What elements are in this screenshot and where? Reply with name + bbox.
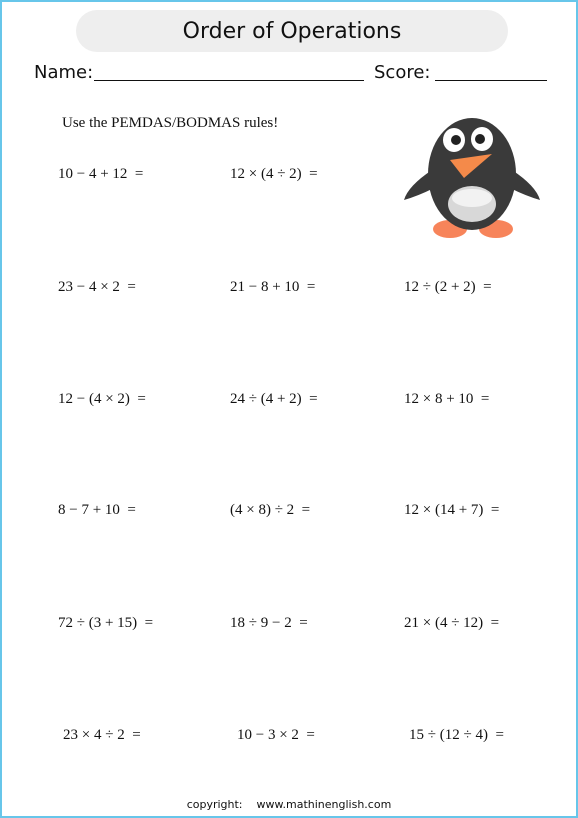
problem-9: 8 − 7 + 10 = xyxy=(58,502,136,518)
problem-6: 12 − (4 × 2) = xyxy=(58,391,146,407)
footer xyxy=(0,798,578,811)
problem-3: 23 − 4 × 2 = xyxy=(58,279,136,295)
problem-1: 10 − 4 + 12 = xyxy=(58,166,144,182)
instructions: Use the PEMDAS/BODMAS rules! xyxy=(62,115,279,131)
score-field[interactable] xyxy=(435,80,547,81)
problem-16: 10 − 3 × 2 = xyxy=(237,727,315,743)
problem-4: 21 − 8 + 10 = xyxy=(230,279,316,295)
problem-7: 24 ÷ (4 + 2) = xyxy=(230,391,318,407)
problem-8: 12 × 8 + 10 = xyxy=(404,391,490,407)
problem-14: 21 × (4 ÷ 12) = xyxy=(404,615,500,631)
problem-5: 12 ÷ (2 + 2) = xyxy=(404,279,492,295)
page-title xyxy=(76,10,508,52)
copyright-label: copyright: xyxy=(186,798,243,811)
penguin-illustration xyxy=(402,108,542,242)
name-label: Name: xyxy=(34,62,94,83)
problem-12: 72 ÷ (3 + 15) = xyxy=(58,615,154,631)
score-label: Score: xyxy=(374,62,431,83)
problem-15: 23 × 4 ÷ 2 = xyxy=(63,727,141,743)
name-field[interactable] xyxy=(94,80,364,81)
problem-11: 12 × (14 + 7) = xyxy=(404,502,500,518)
problem-13: 18 ÷ 9 − 2 = xyxy=(230,615,308,631)
problem-2: 12 × (4 ÷ 2) = xyxy=(230,166,318,182)
title-text: Order of Operations xyxy=(182,18,402,44)
problem-17: 15 ÷ (12 ÷ 4) = xyxy=(409,727,504,743)
site-url: www.mathinenglish.com xyxy=(256,798,392,811)
problem-10: (4 × 8) ÷ 2 = xyxy=(230,502,311,518)
